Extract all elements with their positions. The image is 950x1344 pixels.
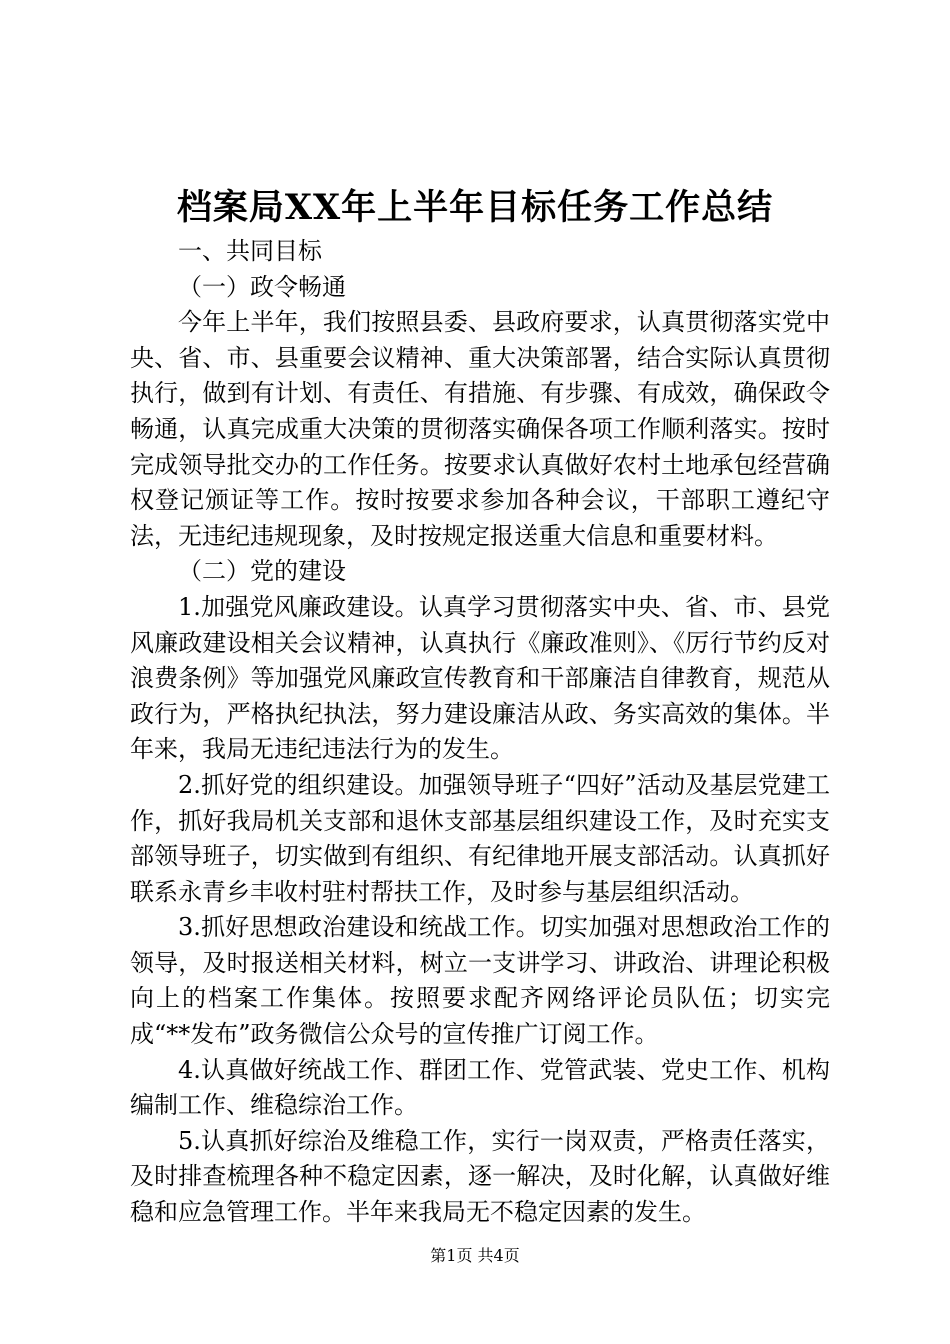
subsection-heading: （二）党的建设 xyxy=(178,557,346,586)
body-paragraph: 4.认真做好统战工作、群团工作、党管武装、党史工作、机构编制工作、维稳综治工作。 xyxy=(130,1055,830,1120)
document-body xyxy=(130,234,830,1231)
body-paragraph: 1.加强党风廉政建设。认真学习贯彻落实中央、省、市、县党风廉政建设相关会议精神，认真执行《廉政准则》、《厉行节约反对浪费条例》等加强党风廉政宣传教育和干部廉洁自律教育，规范从政行为，严格执纪执法，努力建设廉洁从政、务实高效的集体。半年来，我局无违纪违法行为的发生。 xyxy=(130,592,830,764)
body-paragraph: 今年上半年，我们按照县委、县政府要求，认真贯彻落实党中央、省、市、县重要会议精神、重大决策部署，结合实际认真贯彻执行，做到有计划、有责任、有措施、有步骤、有成效，确保政令畅通，认真完成重大决策的贯彻落实确保各项工作顺利落实。按时完成领导批交办的工作任务。按要求认真做好农村土地承包经营确权登记颁证等工作。按时按要求参加各种会议，干部职工遵纪守法，无违纪违规现象，及时按规定报送重大信息和重要材料。 xyxy=(130,308,830,550)
body-paragraph: 2.抓好党的组织建设。加强领导班子“四好”活动及基层党建工作，抓好我局机关支部和退休支部基层组织建设工作，及时充实支部领导班子，切实做到有组织、有纪律地开展支部活动。认真抓好联系永青乡丰收村驻村帮扶工作，及时参与基层组织活动。 xyxy=(130,770,830,906)
page-number-footer: 第1页 共4页 xyxy=(430,1246,520,1265)
body-paragraph: 3.抓好思想政治建设和统战工作。切实加强对思想政治工作的领导，及时报送相关材料，树立一支讲学习、讲政治、讲理论积极向上的档案工作集体。按照要求配齐网络评论员队伍；切实完成“**发布”政务微信公众号的宣传推广订阅工作。 xyxy=(130,913,830,1049)
document-title: 档案局XX年上半年目标任务工作总结 xyxy=(176,187,774,228)
section-heading: 一、共同目标 xyxy=(178,237,322,265)
subsection-heading: （一）政令畅通 xyxy=(178,272,346,301)
body-paragraph: 5.认真抓好综治及维稳工作，实行一岗双责，严格责任落实，及时排查梳理各种不稳定因素，逐一解决，及时化解，认真做好维稳和应急管理工作。半年来我局无不稳定因素的发生。 xyxy=(130,1126,830,1227)
